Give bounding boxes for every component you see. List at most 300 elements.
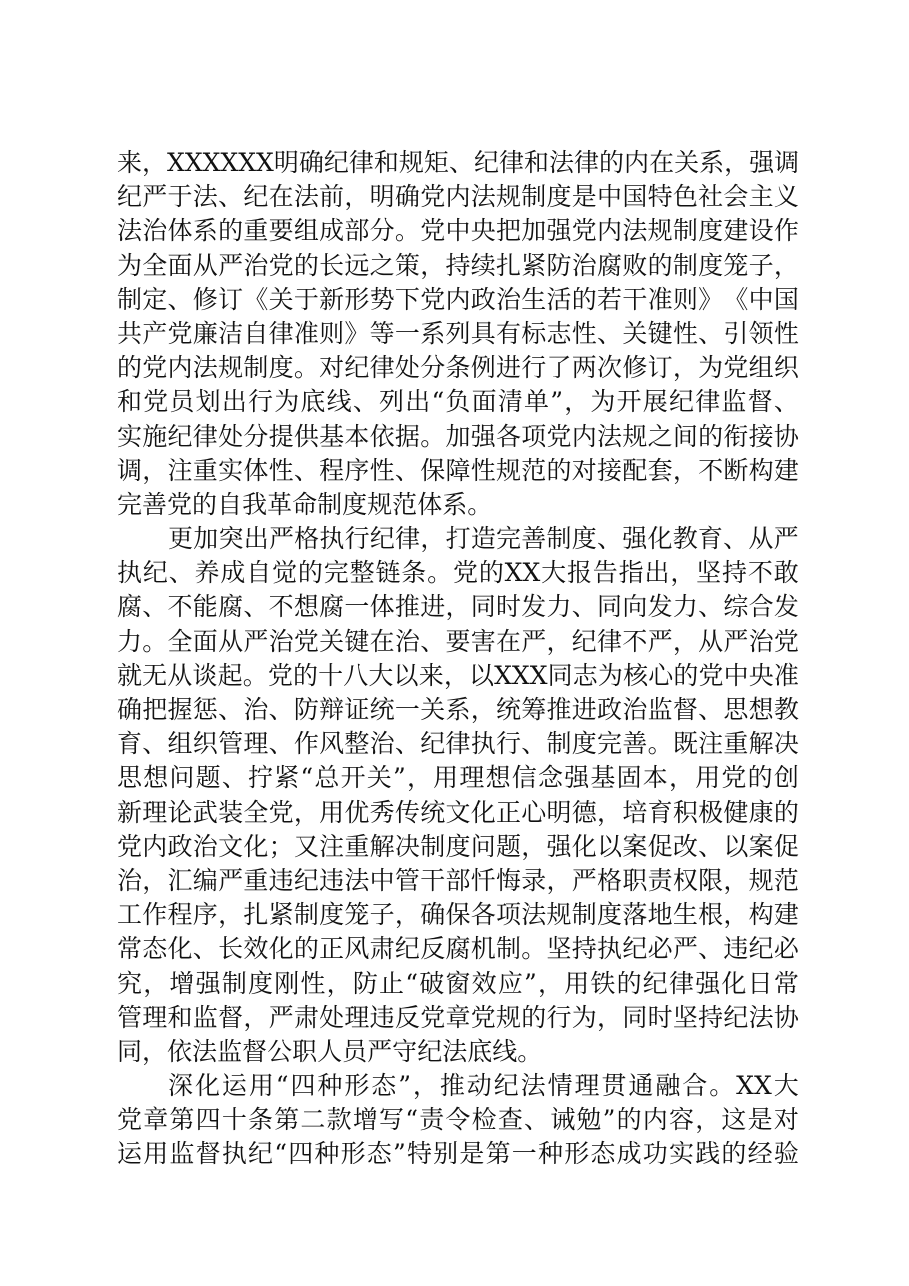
text-glyph: 态 xyxy=(142,934,168,964)
text-glyph: 武 xyxy=(192,797,218,827)
text-glyph: 行 xyxy=(248,387,274,417)
text-glyph: 织 xyxy=(773,353,799,383)
text-glyph: 完 xyxy=(496,524,522,554)
text-glyph: 持 xyxy=(698,1002,724,1032)
text-glyph: 完 xyxy=(323,558,349,588)
text-glyph: ， xyxy=(218,900,244,930)
text-glyph: 社 xyxy=(698,182,724,212)
text-glyph: 效 xyxy=(243,934,269,964)
text-glyph: 不 xyxy=(747,558,773,588)
text-glyph: 应 xyxy=(497,968,523,998)
text-glyph: 中 xyxy=(597,182,623,212)
text-glyph: 部 xyxy=(445,865,471,895)
text-glyph: 一 xyxy=(511,1139,537,1169)
text-glyph: 党 xyxy=(117,831,143,861)
text-glyph: 党 xyxy=(117,1105,143,1135)
text-glyph: 职 xyxy=(292,1036,318,1066)
text-glyph: 确 xyxy=(298,148,324,177)
text-glyph: 重 xyxy=(344,831,370,861)
text-glyph: 矩 xyxy=(423,148,449,177)
text-line xyxy=(117,761,799,795)
text-glyph: 序 xyxy=(192,900,218,930)
text-glyph: 和 xyxy=(523,148,549,177)
text-glyph: 设 xyxy=(748,216,774,246)
text-glyph: 强 xyxy=(195,968,221,998)
text-glyph: 、 xyxy=(596,524,622,554)
text-glyph: 志 xyxy=(546,318,572,348)
text-glyph: 促 xyxy=(773,831,799,861)
text-glyph: 刚 xyxy=(274,968,300,998)
text-glyph: 责 xyxy=(647,865,673,895)
text-glyph: 关 xyxy=(268,284,294,314)
text-glyph: 增 xyxy=(169,968,195,998)
text-glyph: 党 xyxy=(470,1002,496,1032)
text-glyph: 化 xyxy=(167,934,193,964)
text-glyph: 案 xyxy=(748,831,774,861)
text-glyph: 从 xyxy=(192,250,218,280)
text-glyph: 监 xyxy=(217,1036,243,1066)
text-glyph: 负 xyxy=(445,387,471,417)
text-line xyxy=(117,693,799,727)
text-glyph: 文 xyxy=(445,797,471,827)
text-glyph: 党 xyxy=(167,318,193,348)
text-glyph: 权 xyxy=(672,865,698,895)
text-glyph: 统 xyxy=(495,695,521,724)
text-glyph: 固 xyxy=(616,763,642,793)
text-glyph: 八 xyxy=(343,660,369,690)
text-glyph: 系 xyxy=(442,489,468,519)
text-glyph: 一 xyxy=(344,592,370,622)
text-glyph: 进 xyxy=(420,592,446,622)
text-glyph: 面 xyxy=(167,250,193,280)
text-glyph: 理 xyxy=(243,729,269,759)
text-glyph: 秀 xyxy=(369,797,395,827)
text-glyph: ， xyxy=(723,865,749,895)
text-glyph: 各 xyxy=(495,421,521,451)
text-glyph: 理 xyxy=(142,797,168,827)
text-glyph: 完 xyxy=(117,489,143,519)
text-glyph: 的 xyxy=(117,353,143,383)
text-glyph: 装 xyxy=(218,797,244,827)
text-line xyxy=(117,351,799,385)
text-glyph: 纪 xyxy=(369,524,395,554)
text-glyph: 持 xyxy=(722,558,748,588)
text-glyph: 检 xyxy=(471,1105,497,1135)
text-glyph: 信 xyxy=(511,763,537,793)
text-glyph: 出 xyxy=(405,387,431,417)
text-glyph: 勉 xyxy=(576,1105,602,1135)
text-line xyxy=(117,830,799,864)
text-glyph: 组 xyxy=(293,216,319,246)
text-glyph: 程 xyxy=(319,455,345,485)
text-glyph: 以 xyxy=(393,660,419,690)
text-glyph: 。 xyxy=(521,934,547,964)
text-glyph: 效 xyxy=(471,968,497,998)
text-glyph: 。 xyxy=(647,729,673,759)
text-glyph: 的 xyxy=(673,660,699,690)
text-glyph: 保 xyxy=(445,900,471,930)
text-glyph: 腐 xyxy=(319,592,345,622)
text-glyph: 治 xyxy=(117,865,143,895)
text-glyph: 为 xyxy=(571,1002,597,1032)
text-glyph: 则 xyxy=(319,318,345,348)
text-glyph: 律 xyxy=(192,421,218,451)
text-glyph: 别 xyxy=(433,1139,459,1169)
text-glyph: 、 xyxy=(773,387,799,417)
text-glyph: “ xyxy=(300,763,314,793)
text-glyph: 把 xyxy=(495,216,521,246)
text-glyph: 决 xyxy=(773,729,799,759)
text-glyph: 既 xyxy=(672,729,698,759)
text-line xyxy=(117,1001,799,1035)
text-glyph: 政 xyxy=(597,695,623,724)
text-glyph: 铁 xyxy=(590,968,616,998)
text-glyph: 自 xyxy=(243,318,269,348)
text-glyph: 推 xyxy=(439,1071,465,1101)
text-glyph: 、 xyxy=(243,592,269,622)
text-glyph: 。 xyxy=(517,1036,543,1066)
text-glyph: 肃 xyxy=(293,1002,319,1032)
text-glyph: 治 xyxy=(369,729,395,759)
text-glyph: 纪 xyxy=(748,934,774,964)
text-glyph: 确 xyxy=(394,182,420,212)
text-glyph: 传 xyxy=(394,797,420,827)
text-glyph: 。 xyxy=(467,489,493,519)
text-glyph: 的 xyxy=(571,284,597,314)
text-glyph: 整 xyxy=(344,729,370,759)
text-glyph: ， xyxy=(695,1105,721,1135)
text-glyph: 思 xyxy=(117,763,143,793)
text-glyph: 责 xyxy=(419,1105,445,1135)
text-glyph: 辩 xyxy=(319,695,345,724)
text-glyph: 党 xyxy=(420,216,446,246)
text-glyph: 地 xyxy=(647,900,673,930)
text-glyph: 链 xyxy=(375,558,401,588)
text-glyph: 。 xyxy=(293,353,319,383)
text-line xyxy=(117,317,799,351)
text-line xyxy=(117,590,799,624)
text-glyph: 法 xyxy=(192,182,218,212)
text-glyph: 组 xyxy=(167,729,193,759)
text-glyph: 度 xyxy=(571,729,597,759)
text-glyph: 明 xyxy=(369,182,395,212)
text-glyph: 查 xyxy=(497,1105,523,1135)
text-glyph: 康 xyxy=(748,797,774,827)
text-glyph: 重 xyxy=(192,455,218,485)
text-glyph: 实 xyxy=(218,455,244,485)
text-glyph: 运 xyxy=(117,1139,143,1169)
text-glyph: 第 xyxy=(169,1105,195,1135)
text-glyph: 严 xyxy=(773,524,799,554)
text-glyph: 套 xyxy=(647,455,673,485)
text-glyph: 时 xyxy=(495,592,521,622)
text-glyph: 解 xyxy=(748,729,774,759)
text-glyph: 、 xyxy=(394,729,420,759)
text-glyph: 督 xyxy=(218,1002,244,1032)
text-glyph: ， xyxy=(670,558,696,588)
text-glyph: 明 xyxy=(546,797,572,827)
text-glyph: 准 xyxy=(647,284,673,314)
text-glyph: 善 xyxy=(622,729,648,759)
text-glyph: 规 xyxy=(495,182,521,212)
text-glyph: 完 xyxy=(597,729,623,759)
text-glyph: 性 xyxy=(470,455,496,485)
text-glyph: 常 xyxy=(117,934,143,964)
text-glyph: 的 xyxy=(616,1105,642,1135)
text-glyph: 破 xyxy=(419,968,445,998)
text-glyph: ， xyxy=(420,524,446,554)
text-glyph: 注 xyxy=(167,455,193,485)
text-glyph: 极 xyxy=(698,797,724,827)
text-glyph: 突 xyxy=(218,524,244,554)
text-glyph: 思 xyxy=(723,695,749,724)
text-glyph: 向 xyxy=(622,592,648,622)
text-glyph: 划 xyxy=(195,387,221,417)
text-line xyxy=(117,1103,799,1137)
text-glyph: 。 xyxy=(142,626,168,656)
text-glyph: 以 xyxy=(723,831,749,861)
text-glyph: 要 xyxy=(445,626,471,656)
text-glyph: 善 xyxy=(142,489,168,519)
text-glyph: 笼 xyxy=(723,250,749,280)
text-glyph: 心 xyxy=(648,660,674,690)
text-line xyxy=(117,283,799,317)
text-glyph: 进 xyxy=(571,695,597,724)
text-glyph: 以 xyxy=(597,831,623,861)
text-glyph: 纪 xyxy=(142,558,168,588)
text-line xyxy=(117,522,799,556)
text-glyph: 本 xyxy=(642,763,668,793)
text-glyph: 度 xyxy=(342,489,368,519)
text-glyph: 令 xyxy=(445,1105,471,1135)
text-glyph: 这 xyxy=(721,1105,747,1135)
text-glyph: 我 xyxy=(242,489,268,519)
text-glyph: 功 xyxy=(642,1139,668,1169)
text-glyph: “ xyxy=(405,1105,419,1135)
text-glyph: 法 xyxy=(442,1036,468,1066)
text-glyph: 规 xyxy=(647,216,673,246)
text-glyph: ； xyxy=(268,831,294,861)
text-glyph: 基 xyxy=(319,421,345,451)
text-glyph: 就 xyxy=(117,660,143,690)
text-glyph: 有 xyxy=(495,318,521,348)
text-glyph: 从 xyxy=(218,626,244,656)
text-glyph: 第 xyxy=(485,1139,511,1169)
text-glyph: 纪 xyxy=(622,934,648,964)
text-glyph: 、 xyxy=(597,318,623,348)
text-glyph: 报 xyxy=(566,558,592,588)
text-glyph: 一 xyxy=(394,318,420,348)
text-glyph: 内 xyxy=(571,421,597,451)
text-glyph: 纪 xyxy=(117,182,143,212)
text-glyph: 、 xyxy=(698,592,724,622)
text-glyph: 执 xyxy=(221,1139,247,1169)
text-glyph: 央 xyxy=(470,216,496,246)
text-glyph: 保 xyxy=(420,455,446,485)
text-glyph: 解 xyxy=(369,831,395,861)
text-glyph: 配 xyxy=(622,455,648,485)
text-glyph: 。 xyxy=(394,216,420,246)
text-glyph: 加 xyxy=(521,216,547,246)
text-glyph: 党 xyxy=(452,558,478,588)
text-glyph: 制 xyxy=(495,934,521,964)
text-glyph: 的 xyxy=(293,250,319,280)
text-glyph: 制 xyxy=(546,729,572,759)
text-glyph: 、 xyxy=(168,558,194,588)
text-glyph: 本 xyxy=(344,421,370,451)
text-glyph: 度 xyxy=(445,831,471,861)
text-glyph: 党 xyxy=(723,353,749,383)
text-glyph: 反 xyxy=(394,1002,420,1032)
text-glyph: ， xyxy=(443,660,469,690)
text-glyph: 肃 xyxy=(369,934,395,964)
text-glyph: 合 xyxy=(682,1071,708,1101)
text-glyph: 督 xyxy=(195,1139,221,1169)
text-glyph: 构 xyxy=(748,455,774,485)
text-glyph: 开 xyxy=(340,763,366,793)
text-glyph: 确 xyxy=(420,900,446,930)
text-glyph: 于 xyxy=(293,284,319,314)
text-glyph: ， xyxy=(142,1036,168,1066)
text-glyph: 腐 xyxy=(218,592,244,622)
text-glyph: 的 xyxy=(773,797,799,827)
text-glyph: 融 xyxy=(655,1071,681,1101)
text-glyph: 重 xyxy=(243,216,269,246)
text-glyph: 坚 xyxy=(696,558,722,588)
text-glyph: 、 xyxy=(268,729,294,759)
text-glyph: 条 xyxy=(401,558,427,588)
text-glyph: 改 xyxy=(672,831,698,861)
text-glyph: 在 xyxy=(495,626,521,656)
text-glyph: 经 xyxy=(747,1139,773,1169)
text-glyph: 、 xyxy=(394,455,420,485)
text-glyph: 建 xyxy=(723,216,749,246)
text-glyph: 前 xyxy=(319,182,345,212)
text-glyph: 严 xyxy=(672,934,698,964)
text-glyph: 形 xyxy=(344,284,370,314)
text-glyph: 开 xyxy=(616,387,642,417)
text-glyph: ” xyxy=(393,1139,406,1169)
text-glyph: 对 xyxy=(773,1105,799,1135)
text-glyph: 治 xyxy=(142,216,168,246)
text-glyph: 时 xyxy=(647,1002,673,1032)
text-glyph: 性 xyxy=(672,318,698,348)
text-glyph: 纪 xyxy=(344,353,370,383)
text-glyph: 强 xyxy=(622,524,648,554)
text-glyph: 性 xyxy=(300,968,326,998)
text-glyph: 问 xyxy=(169,763,195,793)
text-glyph: 理 xyxy=(142,1002,168,1032)
text-glyph: 执 xyxy=(117,558,143,588)
text-glyph: 深 xyxy=(168,1071,194,1101)
text-glyph: 间 xyxy=(672,421,698,451)
text-glyph: 推 xyxy=(546,695,572,724)
text-line xyxy=(117,214,799,248)
text-glyph: 党 xyxy=(546,421,572,451)
text-glyph: 为 xyxy=(117,250,143,280)
text-glyph: 处 xyxy=(218,421,244,451)
text-glyph: 强 xyxy=(470,421,496,451)
text-glyph: 、 xyxy=(521,729,547,759)
text-glyph: 关 xyxy=(420,695,446,724)
text-glyph: 来 xyxy=(418,660,444,690)
text-glyph: 文 xyxy=(218,831,244,861)
text-glyph: 造 xyxy=(470,524,496,554)
text-glyph: 远 xyxy=(344,250,370,280)
text-glyph: ， xyxy=(546,865,572,895)
text-glyph: 体 xyxy=(167,216,193,246)
text-glyph: 央 xyxy=(748,660,774,690)
text-glyph: 《 xyxy=(243,284,269,314)
text-glyph: 法 xyxy=(597,421,623,451)
text-glyph: 各 xyxy=(470,900,496,930)
text-glyph: 关 xyxy=(674,148,700,177)
text-glyph: 、 xyxy=(268,695,294,724)
text-glyph: 案 xyxy=(622,831,648,861)
text-glyph: 度 xyxy=(597,900,623,930)
text-glyph: 新 xyxy=(117,797,143,827)
text-glyph: 内 xyxy=(597,216,623,246)
text-glyph: 想 xyxy=(143,763,169,793)
text-glyph: 策 xyxy=(394,250,420,280)
text-line xyxy=(117,967,799,1001)
text-glyph: 大 xyxy=(773,1071,799,1101)
text-glyph: 综 xyxy=(723,592,749,622)
text-glyph: 、 xyxy=(218,182,244,212)
text-glyph: 严 xyxy=(367,1036,393,1066)
text-glyph: 一 xyxy=(394,695,420,724)
text-glyph: 严 xyxy=(521,626,547,656)
text-glyph: 律 xyxy=(348,148,374,177)
text-glyph: 管 xyxy=(117,1002,143,1032)
text-glyph: ， xyxy=(344,182,370,212)
text-glyph: 律 xyxy=(369,353,395,383)
text-glyph: 调 xyxy=(117,455,143,485)
text-glyph: 范 xyxy=(521,455,547,485)
text-glyph: 法 xyxy=(520,1071,546,1101)
text-glyph: 治 xyxy=(571,250,597,280)
document-body xyxy=(117,146,799,1172)
text-glyph: 障 xyxy=(445,455,471,485)
text-glyph: 严 xyxy=(571,865,597,895)
text-glyph: 分 xyxy=(420,353,446,383)
text-glyph: 践 xyxy=(695,1139,721,1169)
text-glyph: 产 xyxy=(142,318,168,348)
text-glyph: 内 xyxy=(624,148,650,177)
text-glyph: 的 xyxy=(599,148,625,177)
text-glyph: 在 xyxy=(268,182,294,212)
text-glyph: 规 xyxy=(546,900,572,930)
text-glyph: 的 xyxy=(647,250,673,280)
text-glyph: 正 xyxy=(319,934,345,964)
text-glyph: 心 xyxy=(521,797,547,827)
text-glyph: 提 xyxy=(268,421,294,451)
text-glyph: ， xyxy=(326,968,352,998)
text-glyph: 自 xyxy=(246,558,272,588)
text-glyph: 大 xyxy=(541,558,567,588)
text-glyph: 势 xyxy=(369,284,395,314)
text-glyph: 腐 xyxy=(445,934,471,964)
text-line xyxy=(117,625,799,659)
text-glyph: 用 xyxy=(564,968,590,998)
text-glyph: 、 xyxy=(218,695,244,724)
text-glyph: 想 xyxy=(485,763,511,793)
text-glyph: 拧 xyxy=(248,763,274,793)
text-glyph: 窗 xyxy=(445,968,471,998)
text-glyph: 的 xyxy=(192,489,218,519)
text-glyph: 特 xyxy=(647,182,673,212)
text-glyph: 《 xyxy=(723,284,749,314)
